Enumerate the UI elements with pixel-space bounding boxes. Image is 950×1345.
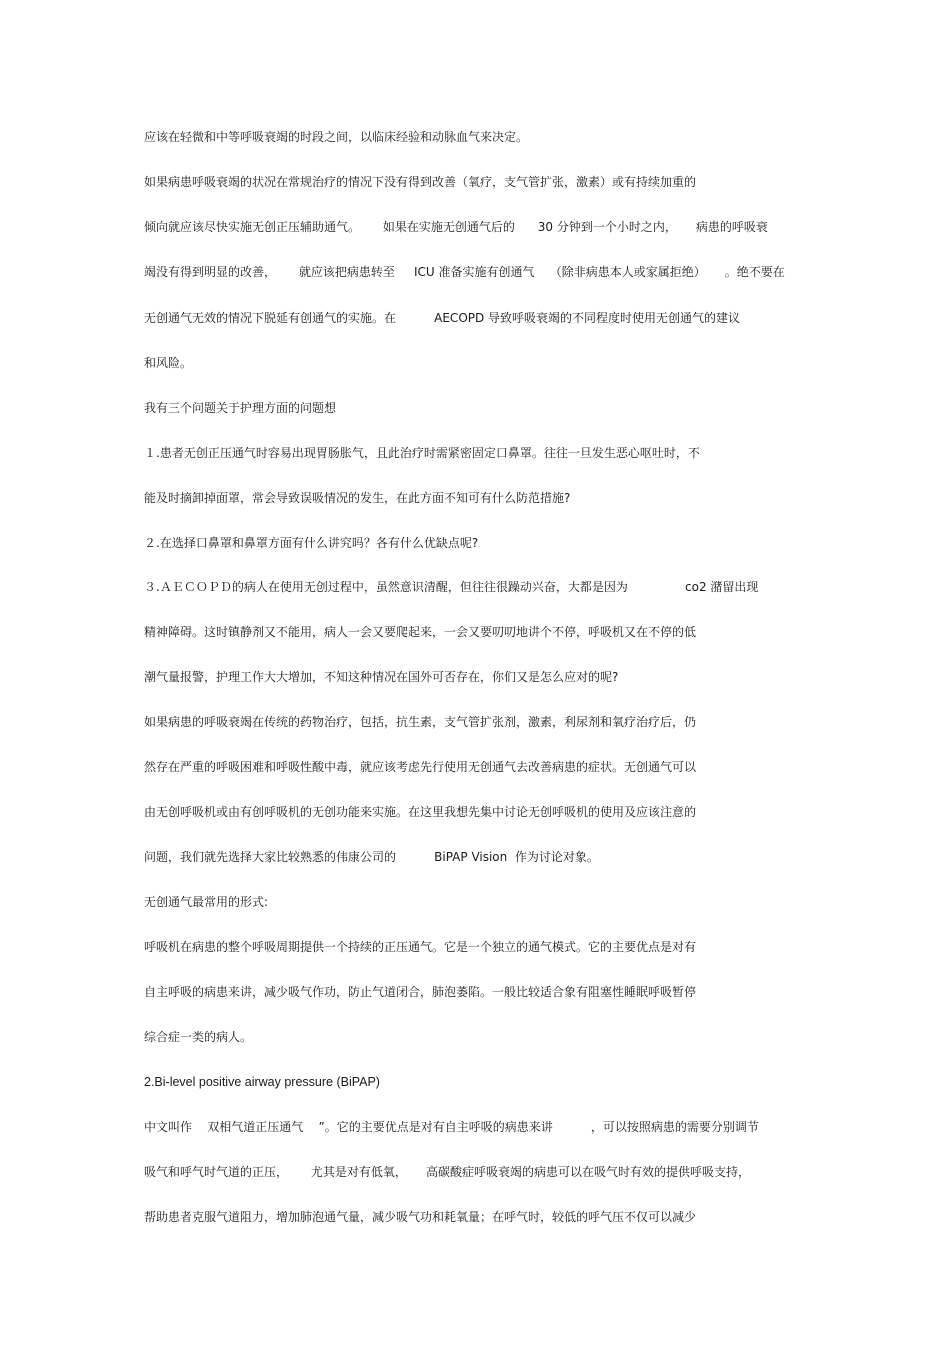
text-line: 综合症一类的病人。 bbox=[144, 1030, 253, 1044]
text-line: 由无创呼吸机或由有创呼吸机的无创功能来实施。在这里我想先集中讨论无创呼吸机的使用及应该注意的 bbox=[144, 805, 697, 819]
text-line: ３.ＡＥＣＯＰＤ的病人在使用无创过程中，虽然意识清醒，但往往很躁动兴奋，大都是因为 co2 潴留出现 bbox=[144, 580, 759, 594]
text-line: 竭没有得到明显的改善， 就应该把病患转至 ICU 准备实施有创通气 （除非病患本人或家属拒绝） 。绝不要在 bbox=[144, 265, 785, 279]
text-line: 潮气量报警，护理工作大大增加，不知这种情况在国外可否存在，你们又是怎么应对的呢? bbox=[144, 670, 619, 684]
text-line: 无创通气无效的情况下脱延有创通气的实施。在 AECOPD 导致呼吸衰竭的不同程度时使用无创通气的建议 bbox=[144, 311, 741, 325]
text-line: １.患者无创正压通气时容易出现胃肠胀气，且此治疗时需紧密固定口鼻罩。往往一旦发生恶心呕吐时，不 bbox=[144, 446, 700, 460]
text-line: 问题，我们就先选择大家比较熟悉的伟康公司的 BiPAP Vision 作为讨论对象。 bbox=[144, 850, 599, 864]
text-line: 吸气和呼气时气道的正压， 尤其是对有低氧， 高碳酸症呼吸衰竭的病患可以在吸气时有效的提供呼吸支持， bbox=[144, 1165, 750, 1179]
text-line: ２.在选择口鼻罩和鼻罩方面有什么讲究吗？各有什么优缺点呢? bbox=[144, 536, 479, 550]
text-line: 精神障碍。这时镇静剂又不能用，病人一会又要爬起来，一会又要叨叨地讲个不停，呼吸机又在不停的低 bbox=[144, 625, 697, 639]
text-line: 我有三个问题关于护理方面的问题想 bbox=[144, 401, 337, 415]
text-line: 能及时摘卸掉面罩，常会导致误吸情况的发生，在此方面不知可有什么防范措施? bbox=[144, 491, 571, 505]
text-line: 倾向就应该尽快实施无创正压辅助通气。 如果在实施无创通气后的 30 分钟到一个小时之内， 病患的呼吸衰 bbox=[144, 220, 768, 234]
text-line: 如果病患呼吸衰竭的状况在常规治疗的情况下没有得到改善（氧疗，支气管扩张，激素）或有持续加重的 bbox=[144, 175, 697, 189]
text-line: 应该在轻微和中等呼吸衰竭的时段之间，以临床经验和动脉血气来决定。 bbox=[144, 130, 529, 144]
text-line: 呼吸机在病患的整个呼吸周期提供一个持续的正压通气。它是一个独立的通气模式。它的主要优点是对有 bbox=[144, 940, 697, 954]
text-line: 无创通气最常用的形式: bbox=[144, 895, 269, 909]
text-line: 然存在严重的呼吸困难和呼吸性酸中毒，就应该考虑先行使用无创通气去改善病患的症状。无创通气可以 bbox=[144, 760, 697, 774]
text-line: 自主呼吸的病患来讲，减少吸气作功，防止气道闭合，肺泡萎陷。一般比较适合象有阻塞性睡眠呼吸暂停 bbox=[144, 985, 697, 999]
text-line: 帮助患者克服气道阻力，增加肺泡通气量，减少吸气功和耗氧量；在呼气时，较低的呼气压不仅可以减少 bbox=[144, 1210, 697, 1224]
section-heading: 2.Bi-level positive airway pressure (BiPAP) bbox=[144, 1075, 380, 1089]
text-line: 中文叫作 双相气道正压通气 ”。它的主要优点是对有自主呼吸的病患来讲 ，可以按照病患的需要分别调节 bbox=[144, 1120, 759, 1134]
text-line: 和风险。 bbox=[144, 356, 193, 370]
text-line: 如果病患的呼吸衰竭在传统的药物治疗，包括，抗生素，支气管扩张剂，激素，利尿剂和氧疗治疗后，仍 bbox=[144, 715, 697, 729]
